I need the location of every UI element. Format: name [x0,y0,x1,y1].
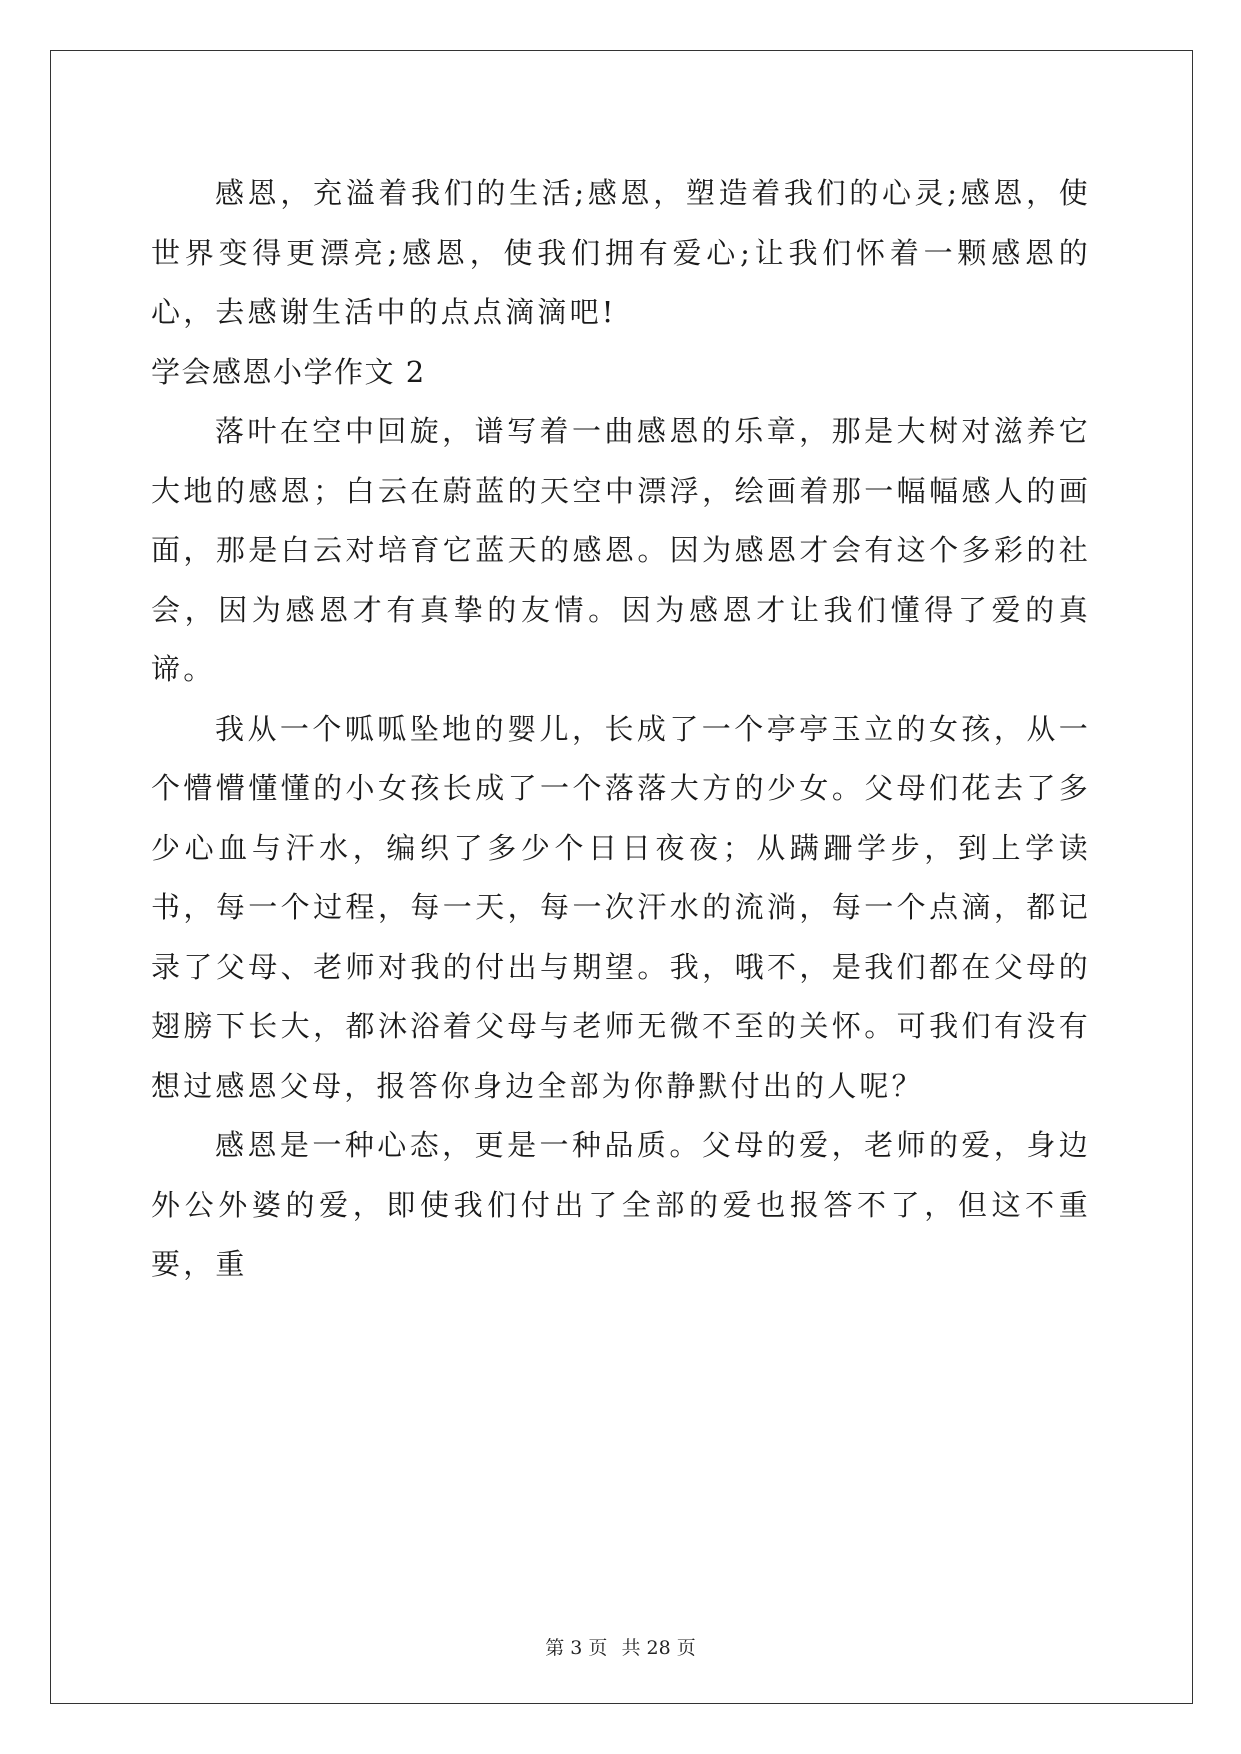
paragraph: 感恩，充溢着我们的生活;感恩，塑造着我们的心灵;感恩，使世界变得更漂亮;感恩，使我们拥有爱心;让我们怀着一颗感恩的心，去感谢生活中的点点滴滴吧! [151,176,1091,329]
paragraph: 落叶在空中回旋，谱写着一曲感恩的乐章，那是大树对滋养它大地的感恩；白云在蔚蓝的天空中漂浮，绘画着那一幅幅感人的画面，那是白云对培育它蓝天的感恩。因为感恩才会有这个多彩的社会，因为感恩才有真挚的友情。因为感恩才让我们懂得了爱的真谛。 [151,414,1091,686]
page-number: 第 3 页 [545,1637,608,1659]
page-total: 共 28 页 [621,1637,696,1659]
paragraph: 我从一个呱呱坠地的婴儿，长成了一个亭亭玉立的女孩，从一个懵懵懂懂的小女孩长成了一个落落大方的少女。父母们花去了多少心血与汗水，编织了多少个日日夜夜；从蹒跚学步，到上学读书，每一个过程，每一天，每一次汗水的流淌，每一个点滴，都记录了父母、老师对我的付出与期望。我，哦不，是我们都在父母的翅膀下长大，都沐浴着父母与老师无微不至的关怀。可我们有没有想过感恩父母，报答你身边全部为你静默付出的人呢？ [151,711,1091,1103]
paragraph: 感恩是一种心态，更是一种品质。父母的爱，老师的爱，身边外公外婆的爱，即使我们付出了全部的爱也报答不了，但这不重要，重 [151,1128,1091,1281]
page-footer [0,1636,1241,1660]
section-heading: 学会感恩小学作文 2 [151,354,426,389]
document-body [151,164,1091,1295]
